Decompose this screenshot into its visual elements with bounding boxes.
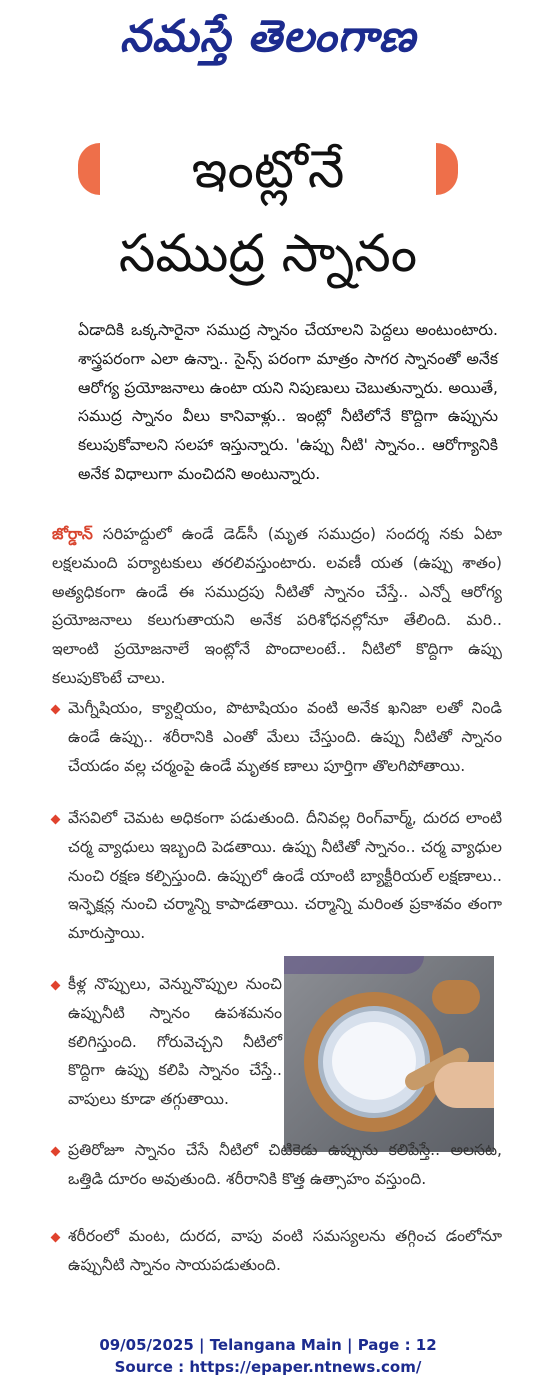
bullet-item [52,694,502,780]
bath-salt [332,1022,416,1100]
bullet-text: శరీరంలో మంట, దురద, వాపు వంటి సమస్యలను తగ్గించ డంలోనూ ఉప్పునీటి స్నానం సాయపడుతుంది. [68,1227,502,1274]
bullet-item [52,1136,502,1194]
bullet-item [52,804,502,948]
article-headline [68,128,468,298]
bullet-text: మెగ్నీషియం, క్యాల్షియం, పొటాషియం వంటి అనేక ఖనిజా లతో నిండి ఉండే ఉప్పు.. శరీరానికి ఎంతో మేలు చేస్తుంది. ఉప్పు నీటితో స్నానం చేయడం వల్ల చర్మంపై ఉండే మృతక ణాలు పూర్తిగా తొలగిపోతాయి. [68,699,502,775]
board-handle [432,980,480,1014]
hand [434,1062,494,1108]
bullet-text: కీళ్ల నొప్పులు, వెన్నునొప్పుల నుంచి ఉప్పునీటి స్నానం ఉపశమనం కలిగిస్తుంది. గోరువెచ్చని నీటిలో కొద్దిగా ఉప్పు కలిపి స్నానం చేస్తే.. వాపులు కూడా తగ్గుతాయి. [68,975,282,1109]
article-intro: ఏడాదికి ఒక్కసారైనా సముద్ర స్నానం చేయాలని పెద్దలు అంటుంటారు. శాస్త్రపరంగా ఎలా ఉన్నా.. సైన్స్ పరంగా మాత్రం సాగర స్నానంతో అనేక ఆరోగ్య ప్రయోజనాలు ఉంటా యని నిపుణులు చెబుతున్నారు. అయితే, సముద్ర స్నానం వీలు కానివాళ్లు.. ఇంట్లో నీటిలోనే కొద్దిగా ఉప్పును కలుపుకోవాలని సలహా ఇస్తున్నారు. 'ఉప్పు నీటి' స్నానం.. ఆరోగ్యానికి అనేక విధాలుగా మంచిదని అంటున్నారు. [78,321,498,483]
headline-line-2: సముద్ర స్నానం [118,224,418,284]
article-body-paragraph [52,520,502,693]
body-lead-word: జోర్డాన్ [52,525,93,543]
lavender-sprig [284,956,424,974]
newspaper-masthead: నమస్తే తెలంగాణ [119,11,417,62]
footer-edition-line: 09/05/2025 | Telangana Main | Page : 12 [99,1336,437,1354]
body-paragraph-text: సరిహద్దులో ఉండే డెడ్‌సీ (మృత సముద్రం) సందర్శ నకు ఏటా లక్షలమంది పర్యాటకులు తరలివస్తుంటారు. లవణీ యత (ఉప్పు శాతం) అత్యధికంగా ఉండే ఈ సముద్రపు నీటితో స్నానం చేస్తే.. ఎన్నో ఆరోగ్య ప్రయోజనాలు కలుగుతాయని అనేక పరిశోధనల్లోనూ తేలింది. మరి.. ఇలాంటి ప్రయోజనాలే ఇంట్లోనే పొందాలంటే.. నీటిలో కొద్దిగా ఉప్పు కలుపుకొంటే చాలు. [52,525,502,687]
bullet-text: వేసవిలో చెమట అధికంగా పడుతుంది. దీనివల్ల రింగ్‌వార్మ్, దురద లాంటి చర్మ వ్యాధులు ఇబ్బంది పెడతాయి. ఉప్పు నీటితో స్నానం.. చర్మ వ్యాధుల నుంచి రక్షణ కల్పిస్తుంది. ఉప్పులో ఉండే యాంటి బ్యాక్టీరియల్ లక్షణాలు.. ఇన్ఫెక్షన్ల నుంచి చర్మాన్ని కాపాడతాయి. చర్మాన్ని మరింత ప్రకాశవం తంగా మారుస్తాయి. [68,809,502,943]
headline-line-1: ఇంట్లోనే [191,140,345,200]
bullet-item [52,970,282,1114]
footer-source-line: Source : https://epaper.ntnews.com/ [114,1358,422,1376]
bullet-text: ప్రతిరోజూ స్నానం చేసే నీటిలో చిటికెడు ఉప్పును కలిపేస్తే.. అలసట, ఒత్తిడి దూరం అవుతుంది. శరీరానికి కొత్త ఉత్సాహం వస్తుంది. [68,1141,502,1188]
page-footer [0,1334,536,1378]
salt-bowl-photo [284,956,494,1152]
bullet-item [52,1222,502,1280]
